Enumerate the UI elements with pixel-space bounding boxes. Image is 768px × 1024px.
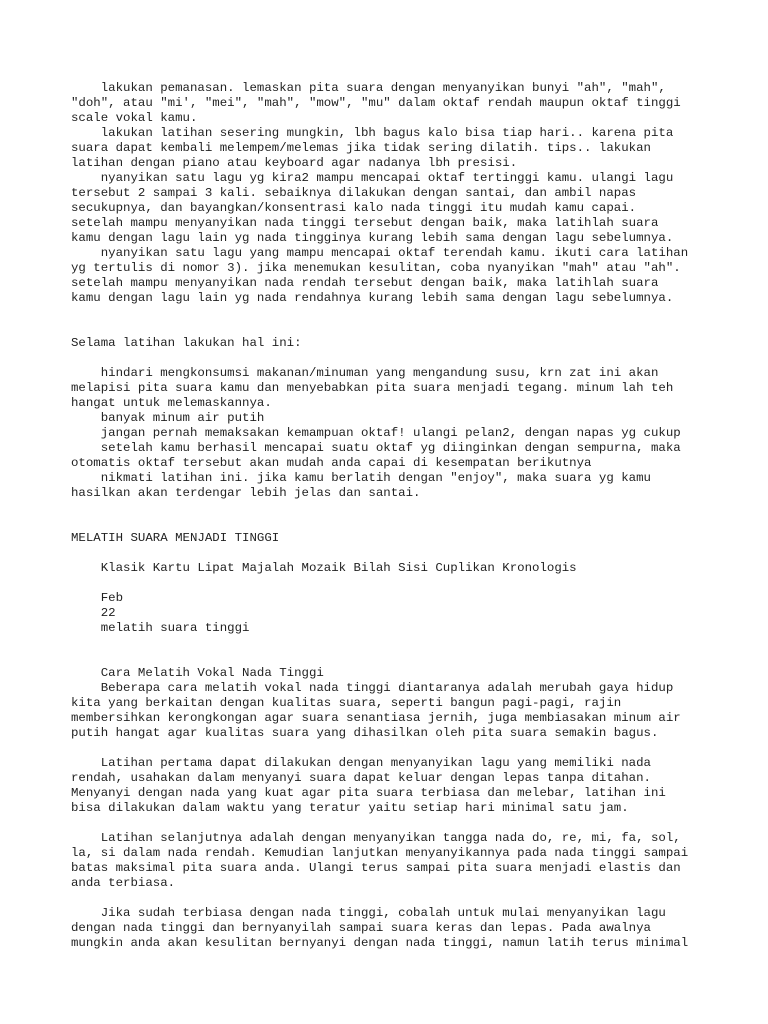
text-line: kamu dengan lagu lain yg nada rendahnya kurang lebih sama dengan lagu sebelumnya. bbox=[71, 291, 674, 305]
text-line: banyak minum air putih bbox=[71, 411, 265, 425]
blank-line bbox=[71, 546, 751, 561]
blank-line bbox=[71, 816, 751, 831]
text-line: anda terbiasa. bbox=[71, 876, 176, 890]
blank-line bbox=[71, 576, 751, 591]
text-line: suara dapat kembali melempem/melemas jika tidak sering dilatih. tips.. lakukan bbox=[71, 141, 651, 155]
text-line: jangan pernah memaksakan kemampuan oktaf! ulangi pelan2, dengan napas yg cukup bbox=[71, 426, 681, 440]
text-line: melapisi pita suara kamu dan menyebabkan pita suara menjadi tegang. minum lah teh bbox=[71, 381, 674, 395]
text-line: rendah, usahakan dalam menyanyi suara dapat keluar dengan lepas tanpa ditahan. bbox=[71, 771, 651, 785]
text-line: Jika sudah terbiasa dengan nada tinggi, cobalah untuk mulai menyanyikan lagu bbox=[71, 906, 666, 920]
blank-line bbox=[71, 501, 751, 516]
text-line: latihan dengan piano atau keyboard agar nadanya lbh presisi. bbox=[71, 156, 518, 170]
text-line: batas maksimal pita suara anda. Ulangi terus sampai pita suara menjadi elastis dan bbox=[71, 861, 681, 875]
text-line: setelah mampu menyanyikan nada tinggi tersebut dengan baik, maka latihlah suara bbox=[71, 216, 659, 230]
blank-line bbox=[71, 306, 751, 321]
text-line: nyanyikan satu lagu yg kira2 mampu mencapai oktaf tertinggi kamu. ulangi lagu bbox=[71, 171, 674, 185]
text-line: Selama latihan lakukan hal ini: bbox=[71, 336, 302, 350]
text-line: Latihan pertama dapat dilakukan dengan menyanyikan lagu yang memiliki nada bbox=[71, 756, 651, 770]
text-line: Klasik Kartu Lipat Majalah Mozaik Bilah Sisi Cuplikan Kronologis bbox=[71, 561, 577, 575]
blank-line bbox=[71, 321, 751, 336]
text-line: yg tertulis di nomor 3). jika menemukan kesulitan, coba nyanyikan "mah" atau "ah". bbox=[71, 261, 681, 275]
text-line: Beberapa cara melatih vokal nada tinggi diantaranya adalah merubah gaya hidup bbox=[71, 681, 674, 695]
text-line: la, si dalam nada rendah. Kemudian lanjutkan menyanyikannya pada nada tinggi sampai bbox=[71, 846, 689, 860]
text-line: scale vokal kamu. bbox=[71, 111, 198, 125]
text-line: tersebut 2 sampai 3 kali. sebaiknya dilakukan dengan santai, dan ambil napas bbox=[71, 186, 637, 200]
text-line: lakukan pemanasan. lemaskan pita suara dengan menyanyikan bunyi "ah", "mah", bbox=[71, 81, 666, 95]
text-line: hasilkan akan terdengar lebih jelas dan santai. bbox=[71, 486, 421, 500]
blank-line bbox=[71, 516, 751, 531]
text-line: Cara Melatih Vokal Nada Tinggi bbox=[71, 666, 324, 680]
text-line: lakukan latihan sesering mungkin, lbh bagus kalo bisa tiap hari.. karena pita bbox=[71, 126, 674, 140]
text-line: Menyanyi dengan nada yang kuat agar pita suara terbiasa dan melebar, latihan ini bbox=[71, 786, 666, 800]
text-line: putih hangat agar kualitas suara yang dihasilkan oleh pita suara semakin bagus. bbox=[71, 726, 659, 740]
blank-line bbox=[71, 351, 751, 366]
text-line: nyanyikan satu lagu yang mampu mencapai oktaf terendah kamu. ikuti cara latihan bbox=[71, 246, 689, 260]
text-line: setelah mampu menyanyikan nada rendah tersebut dengan baik, maka latihlah suara bbox=[71, 276, 659, 290]
text-line: hangat untuk melemaskannya. bbox=[71, 396, 272, 410]
text-line: MELATIH SUARA MENJADI TINGGI bbox=[71, 531, 280, 545]
text-line: "doh", atau "mi', "mei", "mah", "mow", "mu" dalam oktaf rendah maupun oktaf tinggi bbox=[71, 96, 681, 110]
text-line: 22 bbox=[71, 606, 116, 620]
blank-line bbox=[71, 741, 751, 756]
blank-line bbox=[71, 636, 751, 651]
text-line: kamu dengan lagu lain yg nada tingginya kurang lebih sama dengan lagu sebelumnya. bbox=[71, 231, 674, 245]
text-line: Feb bbox=[71, 591, 124, 605]
text-line: secukupnya, dan bayangkan/konsentrasi kalo nada tinggi itu mudah kamu capai. bbox=[71, 201, 637, 215]
text-line: membersihkan kerongkongan agar suara senantiasa jernih, juga membiasakan minum air bbox=[71, 711, 681, 725]
document-page bbox=[71, 81, 751, 951]
text-line: dengan nada tinggi dan bernyanyilah sampai suara keras dan lepas. Pada awalnya bbox=[71, 921, 651, 935]
text-line: melatih suara tinggi bbox=[71, 621, 250, 635]
text-line: Latihan selanjutnya adalah dengan menyanyikan tangga nada do, re, mi, fa, sol, bbox=[71, 831, 681, 845]
text-line: bisa dilakukan dalam waktu yang teratur yaitu setiap hari minimal satu jam. bbox=[71, 801, 629, 815]
text-line: otomatis oktaf tersebut akan mudah anda capai di kesempatan berikutnya bbox=[71, 456, 592, 470]
text-line: kita yang berkaitan dengan kualitas suara, seperti bangun pagi-pagi, rajin bbox=[71, 696, 622, 710]
text-line: hindari mengkonsumsi makanan/minuman yang mengandung susu, krn zat ini akan bbox=[71, 366, 659, 380]
blank-line bbox=[71, 651, 751, 666]
text-line: nikmati latihan ini. jika kamu berlatih dengan "enjoy", maka suara yg kamu bbox=[71, 471, 651, 485]
text-line: setelah kamu berhasil mencapai suatu oktaf yg diinginkan dengan sempurna, maka bbox=[71, 441, 681, 455]
text-line: mungkin anda akan kesulitan bernyanyi dengan nada tinggi, namun latih terus minimal bbox=[71, 936, 689, 950]
blank-line bbox=[71, 891, 751, 906]
